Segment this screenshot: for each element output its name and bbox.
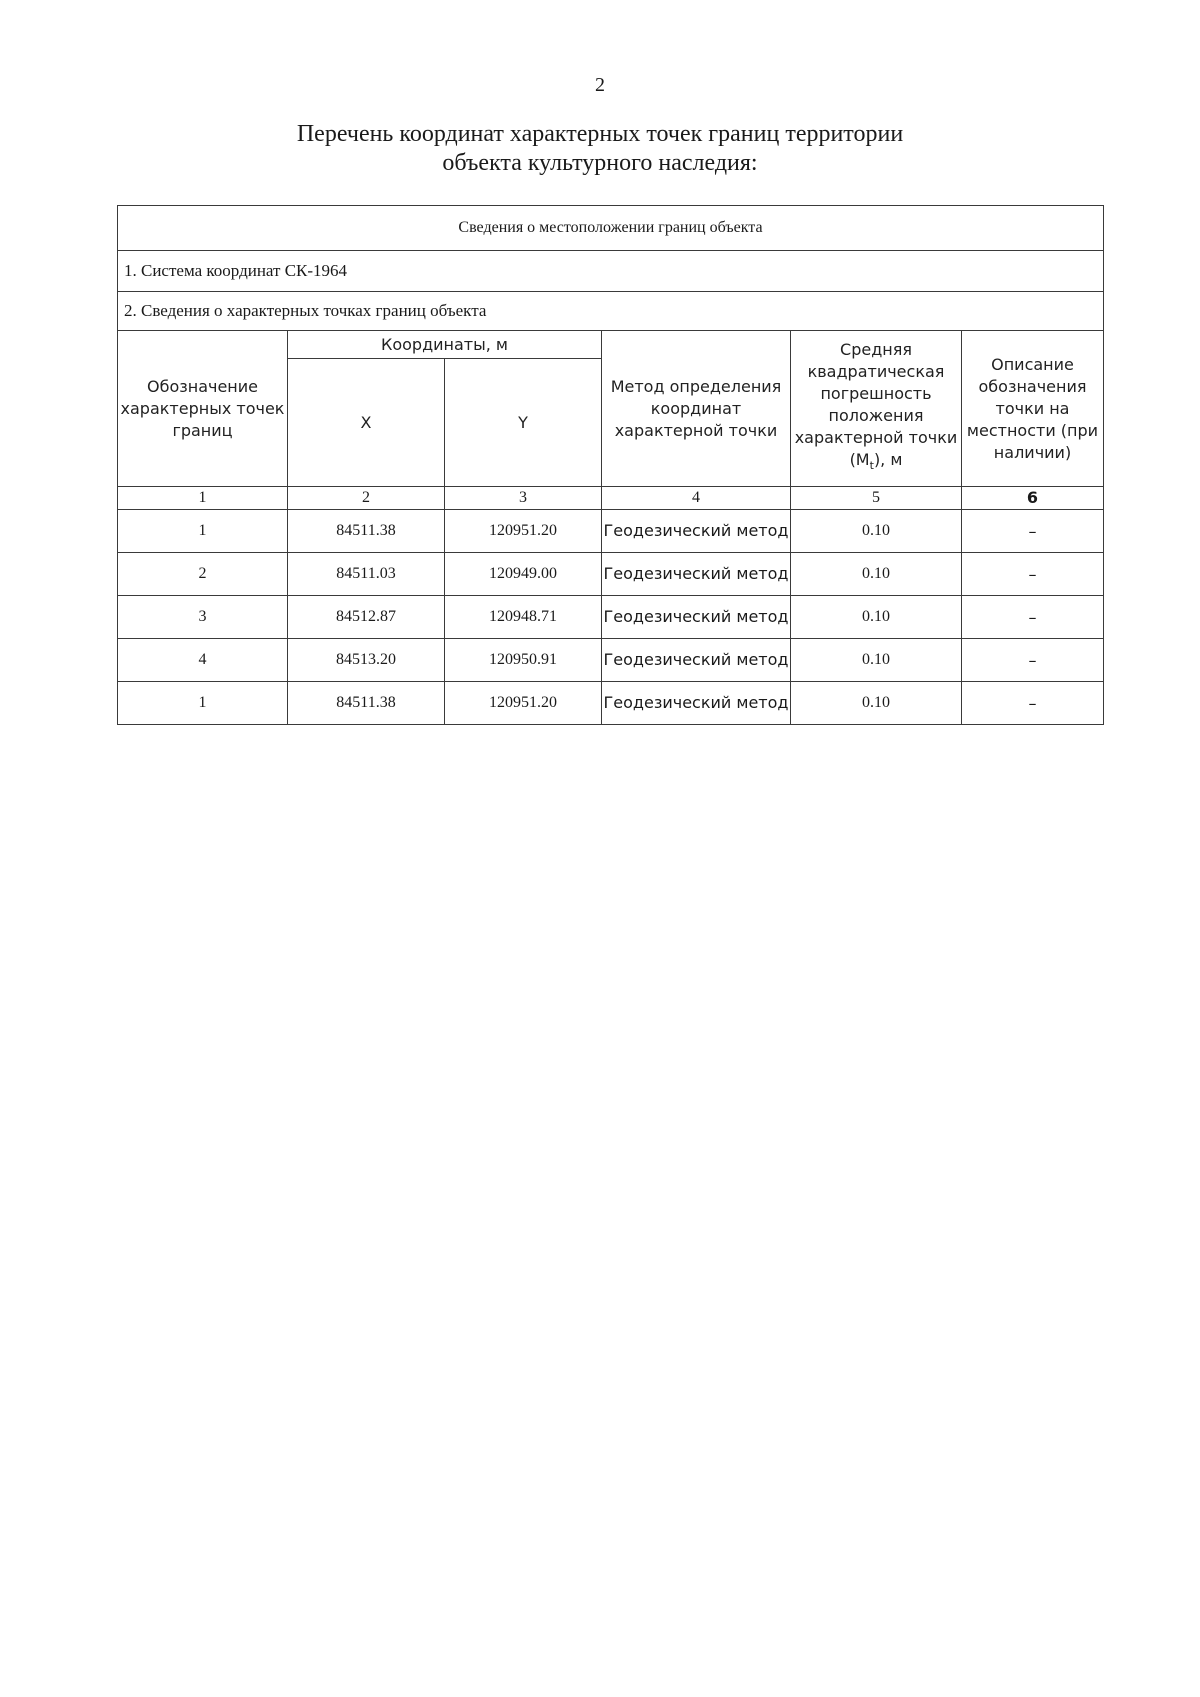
cell-description: – xyxy=(962,553,1104,596)
header-error-suffix: ), м xyxy=(873,450,903,470)
section-title: Сведения о местоположении границ объекта xyxy=(118,206,1104,251)
header-x: X xyxy=(288,359,445,487)
table-row xyxy=(118,553,1104,596)
column-number-4: 4 xyxy=(602,487,791,510)
cell-error: 0.10 xyxy=(791,682,962,725)
points-section-title: 2. Сведения о характерных точках границ объекта xyxy=(118,292,1104,331)
column-number-row xyxy=(118,487,1104,510)
header-designation: Обозначение характерных точек границ xyxy=(118,331,288,487)
cell-method: Геодезический метод xyxy=(602,553,791,596)
cell-y: 120948.71 xyxy=(445,596,602,639)
header-error-subscript: t xyxy=(869,459,874,473)
column-number-2: 2 xyxy=(288,487,445,510)
header-error xyxy=(791,331,962,487)
coordinate-system: 1. Система координат СК-1964 xyxy=(118,251,1104,292)
header-coordinates: Координаты, м xyxy=(288,331,602,359)
cell-point: 4 xyxy=(118,639,288,682)
table-row xyxy=(118,639,1104,682)
header-y: Y xyxy=(445,359,602,487)
column-number-3: 3 xyxy=(445,487,602,510)
cell-y: 120951.20 xyxy=(445,682,602,725)
document-title-line-1: Перечень координат характерных точек границ территории xyxy=(296,121,904,147)
table-row xyxy=(118,682,1104,725)
page-number: 2 xyxy=(595,74,605,96)
header-description: Описание обозначения точки на местности (при наличии) xyxy=(962,331,1104,487)
cell-description: – xyxy=(962,639,1104,682)
cell-method: Геодезический метод xyxy=(602,596,791,639)
header-error-prefix: Средняя квадратическая погрешность положения характерной точки (M xyxy=(794,340,958,470)
cell-point: 2 xyxy=(118,553,288,596)
cell-x: 84511.38 xyxy=(288,682,445,725)
column-number-6: 6 xyxy=(962,487,1104,510)
cell-point: 1 xyxy=(118,682,288,725)
header-method: Метод определения координат характерной точки xyxy=(602,331,791,487)
cell-error: 0.10 xyxy=(791,596,962,639)
cell-method: Геодезический метод xyxy=(602,682,791,725)
cell-method: Геодезический метод xyxy=(602,639,791,682)
cell-description: – xyxy=(962,682,1104,725)
cell-description: – xyxy=(962,510,1104,553)
cell-y: 120951.20 xyxy=(445,510,602,553)
document-title-line-2: объекта культурного наследия: xyxy=(442,150,758,176)
cell-y: 120950.91 xyxy=(445,639,602,682)
cell-method: Геодезический метод xyxy=(602,510,791,553)
cell-description: – xyxy=(962,596,1104,639)
cell-error: 0.10 xyxy=(791,639,962,682)
column-number-5: 5 xyxy=(791,487,962,510)
cell-error: 0.10 xyxy=(791,510,962,553)
cell-point: 3 xyxy=(118,596,288,639)
cell-y: 120949.00 xyxy=(445,553,602,596)
table-row xyxy=(118,596,1104,639)
column-number-1: 1 xyxy=(118,487,288,510)
cell-error: 0.10 xyxy=(791,553,962,596)
cell-x: 84511.03 xyxy=(288,553,445,596)
coordinates-table xyxy=(117,205,1104,725)
cell-x: 84512.87 xyxy=(288,596,445,639)
cell-x: 84511.38 xyxy=(288,510,445,553)
cell-x: 84513.20 xyxy=(288,639,445,682)
table-row xyxy=(118,510,1104,553)
cell-point: 1 xyxy=(118,510,288,553)
document-title xyxy=(0,120,1200,178)
